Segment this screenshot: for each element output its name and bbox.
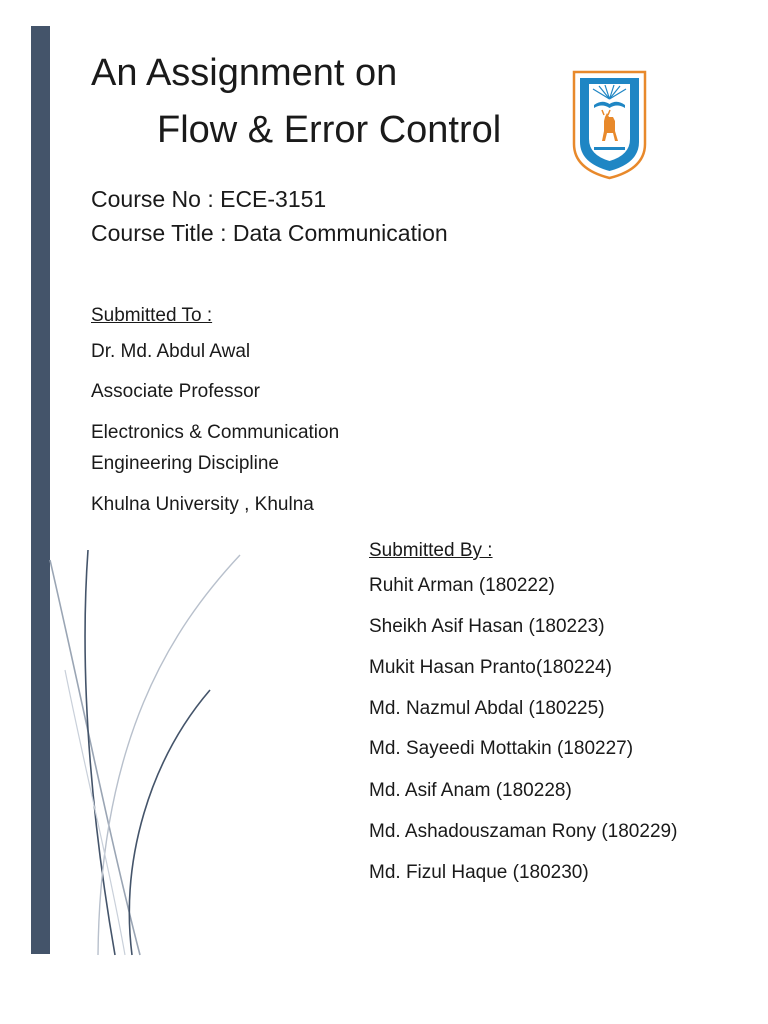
title-line-1: An Assignment on — [91, 52, 398, 94]
member-item: Md. Ashadouszaman Rony (180229) — [369, 821, 678, 842]
member-item: Mukit Hasan Pranto(180224) — [369, 657, 612, 678]
teacher-name: Dr. Md. Abdul Awal — [91, 341, 251, 362]
member-item: Md. Sayeedi Mottakin (180227) — [369, 738, 634, 759]
member-item: Sheikh Asif Hasan (180223) — [369, 616, 605, 637]
submitted-by-heading: Submitted By : — [369, 540, 493, 561]
teacher-discipline-line-1: Electronics & Communication — [91, 422, 340, 443]
member-item: Ruhit Arman (180222) — [369, 575, 555, 596]
course-number: Course No : ECE-3151 — [91, 186, 327, 212]
member-item: Md. Asif Anam (180228) — [369, 780, 572, 801]
title-line-2: Flow & Error Control — [157, 109, 502, 151]
teacher-university: Khulna University , Khulna — [91, 494, 314, 515]
member-item: Md. Nazmul Abdal (180225) — [369, 698, 605, 719]
teacher-discipline-line-2: Engineering Discipline — [91, 453, 279, 474]
member-item: Md. Fizul Haque (180230) — [369, 862, 589, 883]
university-logo — [571, 69, 648, 181]
swoosh-decoration — [40, 540, 260, 960]
teacher-designation: Associate Professor — [91, 381, 260, 402]
course-title: Course Title : Data Communication — [91, 220, 448, 246]
submitted-to-heading: Submitted To : — [91, 305, 213, 326]
